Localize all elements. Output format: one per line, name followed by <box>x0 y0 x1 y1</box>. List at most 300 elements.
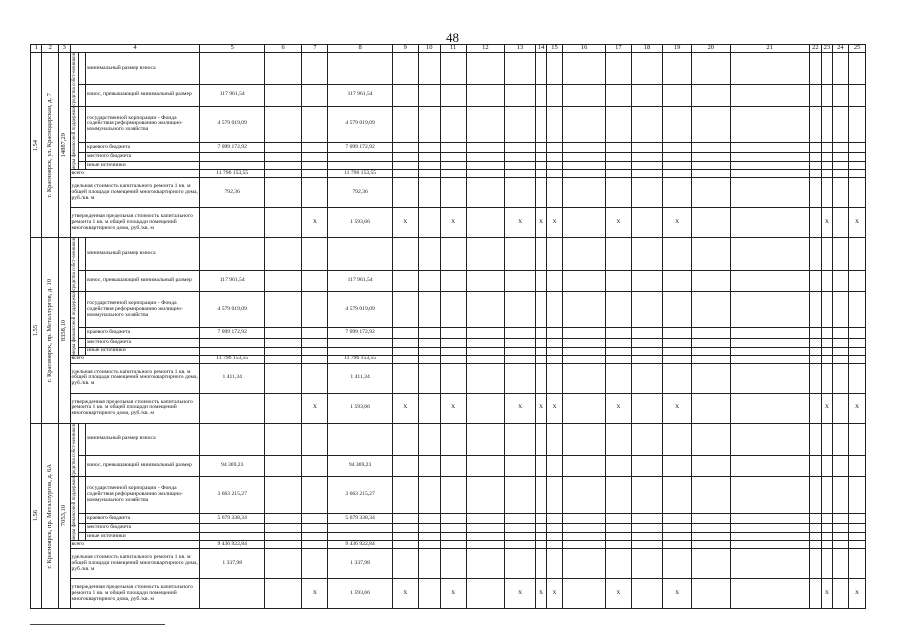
value-cell: 11 796 153,55 <box>200 170 264 178</box>
empty-cell <box>392 338 418 347</box>
row-label: удельная стоимость капитального ремонта 1 кв. м общей площади помещений многоквартирного дома, руб./кв. м <box>70 549 200 579</box>
marker-cell <box>78 162 85 170</box>
empty-cell <box>536 513 546 523</box>
empty-cell <box>440 455 466 476</box>
empty-cell <box>328 533 392 541</box>
section-number-text: 1.55 <box>31 324 39 337</box>
page-number: 48 <box>446 30 459 45</box>
value-cell: 4 579 019,09 <box>328 291 392 327</box>
empty-cell <box>809 291 821 327</box>
empty-cell <box>505 423 536 455</box>
empty-cell <box>631 53 662 85</box>
empty-cell <box>832 355 849 363</box>
empty-cell <box>730 347 809 355</box>
empty-cell <box>663 85 692 106</box>
owner-funds-group <box>70 423 78 477</box>
empty-cell <box>809 347 821 355</box>
empty-cell <box>563 455 606 476</box>
group-label: средства собст-венников <box>71 423 77 477</box>
x-mark-cell: Х <box>546 579 563 609</box>
empty-cell <box>466 85 504 106</box>
empty-cell <box>822 53 832 85</box>
empty-cell <box>730 338 809 347</box>
empty-cell <box>563 328 606 338</box>
empty-cell <box>849 423 866 455</box>
empty-cell <box>832 477 849 513</box>
table-row <box>31 477 866 513</box>
empty-cell <box>264 455 301 476</box>
column-number: 17 <box>605 45 631 53</box>
value-cell: 1 337,98 <box>200 549 264 579</box>
empty-cell <box>536 85 546 106</box>
x-mark-cell: Х <box>302 579 328 609</box>
x-mark-cell: Х <box>440 208 466 238</box>
empty-cell <box>832 270 849 291</box>
empty-cell <box>822 170 832 178</box>
empty-cell <box>663 270 692 291</box>
empty-cell <box>466 363 504 393</box>
empty-cell <box>730 143 809 153</box>
empty-cell <box>392 291 418 327</box>
row-label: всего <box>70 170 200 178</box>
empty-cell <box>264 170 301 178</box>
empty-cell <box>546 153 563 162</box>
empty-cell <box>466 106 504 142</box>
empty-cell <box>563 347 606 355</box>
empty-cell <box>392 541 418 549</box>
support-measures-group <box>70 477 78 541</box>
row-label: всего <box>70 355 200 363</box>
empty-cell <box>546 347 563 355</box>
value-cell: 117 961,54 <box>328 85 392 106</box>
empty-cell <box>631 85 662 106</box>
empty-cell <box>849 549 866 579</box>
empty-cell <box>536 291 546 327</box>
empty-cell <box>200 423 264 455</box>
empty-cell <box>692 106 730 142</box>
empty-cell <box>563 170 606 178</box>
x-mark-cell: Х <box>440 393 466 423</box>
value-cell: 3 663 215,27 <box>328 477 392 513</box>
empty-cell <box>822 355 832 363</box>
empty-cell <box>466 455 504 476</box>
empty-cell <box>631 270 662 291</box>
empty-cell <box>546 53 563 85</box>
value-cell: 11 796 153,55 <box>328 355 392 363</box>
empty-cell <box>200 208 264 238</box>
empty-cell <box>832 455 849 476</box>
empty-cell <box>822 423 832 455</box>
empty-cell <box>692 347 730 355</box>
empty-cell <box>563 363 606 393</box>
empty-cell <box>392 106 418 142</box>
empty-cell <box>809 549 821 579</box>
empty-cell <box>418 106 440 142</box>
x-mark-cell: Х <box>822 579 832 609</box>
empty-cell <box>418 524 440 533</box>
empty-cell <box>663 328 692 338</box>
empty-cell <box>466 178 504 208</box>
empty-cell <box>505 549 536 579</box>
empty-cell <box>505 170 536 178</box>
column-number: 1 <box>31 45 42 53</box>
empty-cell <box>466 541 504 549</box>
empty-cell <box>536 170 546 178</box>
table-row <box>31 549 866 579</box>
empty-cell <box>505 455 536 476</box>
value-cell: 117 961,54 <box>200 85 264 106</box>
empty-cell <box>418 455 440 476</box>
empty-cell <box>809 153 821 162</box>
empty-cell <box>264 477 301 513</box>
empty-cell <box>809 393 821 423</box>
empty-cell <box>264 208 301 238</box>
empty-cell <box>663 170 692 178</box>
empty-cell <box>832 423 849 455</box>
marker-cell <box>78 533 85 541</box>
column-number: 24 <box>832 45 849 53</box>
empty-cell <box>302 533 328 541</box>
empty-cell <box>440 338 466 347</box>
empty-cell <box>536 549 546 579</box>
empty-cell <box>505 178 536 208</box>
table-row <box>31 53 866 85</box>
section-number <box>31 53 42 238</box>
empty-cell <box>505 541 536 549</box>
row-label: иные источники <box>86 162 200 170</box>
empty-cell <box>505 238 536 270</box>
empty-cell <box>466 238 504 270</box>
column-number: 4 <box>70 45 200 53</box>
row-label: иные источники <box>86 533 200 541</box>
empty-cell <box>440 524 466 533</box>
empty-cell <box>418 363 440 393</box>
empty-cell <box>302 477 328 513</box>
column-number: 16 <box>563 45 606 53</box>
section-address <box>42 238 59 423</box>
empty-cell <box>505 355 536 363</box>
x-mark-cell: Х <box>392 579 418 609</box>
empty-cell <box>730 53 809 85</box>
empty-cell <box>536 355 546 363</box>
empty-cell <box>730 363 809 393</box>
empty-cell <box>466 338 504 347</box>
empty-cell <box>392 524 418 533</box>
table-row <box>31 85 866 106</box>
row-label: минимальный размер взноса <box>86 238 200 270</box>
empty-cell <box>832 170 849 178</box>
marker-cell <box>78 270 85 291</box>
empty-cell <box>418 533 440 541</box>
value-cell: 1 411,34 <box>200 363 264 393</box>
table-row <box>31 393 866 423</box>
row-label: взнос, превышающий минимальный размер <box>86 455 200 476</box>
empty-cell <box>302 513 328 523</box>
empty-cell <box>505 338 536 347</box>
empty-cell <box>392 53 418 85</box>
empty-cell <box>849 85 866 106</box>
empty-cell <box>605 238 631 270</box>
empty-cell <box>730 477 809 513</box>
empty-cell <box>264 524 301 533</box>
empty-cell <box>392 347 418 355</box>
empty-cell <box>563 477 606 513</box>
empty-cell <box>809 170 821 178</box>
column-number: 22 <box>809 45 821 53</box>
empty-cell <box>730 85 809 106</box>
empty-cell <box>264 347 301 355</box>
empty-cell <box>466 143 504 153</box>
empty-cell <box>302 106 328 142</box>
empty-cell <box>663 178 692 208</box>
empty-cell <box>663 513 692 523</box>
empty-cell <box>302 291 328 327</box>
value-cell: 9 436 922,84 <box>200 541 264 549</box>
empty-cell <box>849 328 866 338</box>
empty-cell <box>418 178 440 208</box>
empty-cell <box>328 162 392 170</box>
empty-cell <box>563 549 606 579</box>
empty-cell <box>418 85 440 106</box>
empty-cell <box>466 328 504 338</box>
empty-cell <box>692 170 730 178</box>
empty-cell <box>563 270 606 291</box>
row-label: иные источники <box>86 347 200 355</box>
table-row <box>31 170 866 178</box>
empty-cell <box>832 533 849 541</box>
section-address <box>42 423 59 608</box>
empty-cell <box>418 549 440 579</box>
section-number <box>31 238 42 423</box>
empty-cell <box>605 162 631 170</box>
x-mark-cell: Х <box>536 393 546 423</box>
support-measures-group <box>70 106 78 170</box>
empty-cell <box>832 541 849 549</box>
empty-cell <box>692 208 730 238</box>
value-cell: 7 099 172,92 <box>328 328 392 338</box>
empty-cell <box>546 106 563 142</box>
empty-cell <box>822 549 832 579</box>
empty-cell <box>546 423 563 455</box>
empty-cell <box>392 355 418 363</box>
empty-cell <box>546 162 563 170</box>
empty-cell <box>849 533 866 541</box>
section-area <box>59 423 70 608</box>
empty-cell <box>692 393 730 423</box>
empty-cell <box>832 238 849 270</box>
empty-cell <box>631 541 662 549</box>
empty-cell <box>809 541 821 549</box>
row-label: государственной корпорации - Фонда содействия реформированию жилищно-коммунального хозяйства <box>86 106 200 142</box>
empty-cell <box>466 579 504 609</box>
empty-cell <box>440 513 466 523</box>
empty-cell <box>536 338 546 347</box>
empty-cell <box>466 347 504 355</box>
empty-cell <box>466 208 504 238</box>
empty-cell <box>631 455 662 476</box>
empty-cell <box>730 355 809 363</box>
empty-cell <box>849 153 866 162</box>
empty-cell <box>663 106 692 142</box>
empty-cell <box>692 363 730 393</box>
empty-cell <box>663 549 692 579</box>
group-label: средства собст-венников <box>71 238 77 291</box>
marker-cell <box>78 524 85 533</box>
marker-cell <box>78 291 85 327</box>
empty-cell <box>302 162 328 170</box>
empty-cell <box>822 291 832 327</box>
row-label: всего <box>70 541 200 549</box>
empty-cell <box>418 208 440 238</box>
empty-cell <box>832 291 849 327</box>
value-cell: 7 099 172,92 <box>200 328 264 338</box>
column-number: 5 <box>200 45 264 53</box>
empty-cell <box>809 338 821 347</box>
empty-cell <box>809 533 821 541</box>
empty-cell <box>730 162 809 170</box>
empty-cell <box>663 541 692 549</box>
empty-cell <box>440 291 466 327</box>
x-mark-cell: Х <box>849 208 866 238</box>
x-mark-cell: Х <box>663 208 692 238</box>
empty-cell <box>563 513 606 523</box>
empty-cell <box>392 328 418 338</box>
empty-cell <box>822 85 832 106</box>
value-cell: 11 796 153,55 <box>328 170 392 178</box>
row-label: краевого бюджета <box>86 513 200 523</box>
column-number: 23 <box>823 44 831 52</box>
empty-cell <box>692 549 730 579</box>
empty-cell <box>605 347 631 355</box>
table-row <box>31 513 866 523</box>
table-row <box>31 533 866 541</box>
empty-cell <box>849 355 866 363</box>
row-label: местного бюджета <box>86 153 200 162</box>
empty-cell <box>692 53 730 85</box>
empty-cell <box>546 238 563 270</box>
x-mark-cell: Х <box>663 393 692 423</box>
empty-cell <box>832 393 849 423</box>
column-number: 18 <box>631 45 662 53</box>
empty-cell <box>440 477 466 513</box>
row-label: краевого бюджета <box>86 143 200 153</box>
value-cell: 117 961,54 <box>200 270 264 291</box>
empty-cell <box>563 208 606 238</box>
empty-cell <box>536 423 546 455</box>
empty-cell <box>730 328 809 338</box>
empty-cell <box>832 513 849 523</box>
empty-cell <box>546 477 563 513</box>
value-cell: 1 337,98 <box>328 549 392 579</box>
row-label: удельная стоимость капитального ремонта 1 кв. м общей площади помещений многоквартирного дома, руб./кв. м <box>70 178 200 208</box>
empty-cell <box>692 270 730 291</box>
column-number: 3 <box>59 45 70 53</box>
empty-cell <box>832 53 849 85</box>
empty-cell <box>832 85 849 106</box>
empty-cell <box>631 533 662 541</box>
value-cell: 4 579 019,09 <box>200 291 264 327</box>
empty-cell <box>605 153 631 162</box>
empty-cell <box>264 393 301 423</box>
empty-cell <box>200 238 264 270</box>
empty-cell <box>663 238 692 270</box>
value-cell: 1 593,66 <box>328 579 392 609</box>
empty-cell <box>663 477 692 513</box>
empty-cell <box>563 393 606 423</box>
empty-cell <box>302 85 328 106</box>
empty-cell <box>605 477 631 513</box>
empty-cell <box>730 208 809 238</box>
empty-cell <box>418 355 440 363</box>
column-number: 11 <box>440 45 466 53</box>
x-mark-cell: Х <box>302 393 328 423</box>
empty-cell <box>822 347 832 355</box>
empty-cell <box>264 85 301 106</box>
empty-cell <box>536 178 546 208</box>
table-row <box>31 178 866 208</box>
empty-cell <box>536 106 546 142</box>
table-row <box>31 338 866 347</box>
empty-cell <box>822 106 832 142</box>
empty-cell <box>832 208 849 238</box>
row-label: утвержденная предельная стоимость капитального ремонта 1 кв. м общей площади помещений многоквартирного дома, руб./кв. м <box>70 579 200 609</box>
marker-cell <box>78 106 85 142</box>
x-mark-cell: Х <box>546 208 563 238</box>
empty-cell <box>536 363 546 393</box>
empty-cell <box>392 455 418 476</box>
column-number: 7 <box>302 45 328 53</box>
empty-cell <box>631 347 662 355</box>
empty-cell <box>692 238 730 270</box>
table-row <box>31 455 866 476</box>
row-label: удельная стоимость капитального ремонта 1 кв. м общей площади помещений многоквартирного дома, руб./кв. м <box>70 363 200 393</box>
empty-cell <box>605 85 631 106</box>
empty-cell <box>605 106 631 142</box>
empty-cell <box>440 270 466 291</box>
empty-cell <box>563 143 606 153</box>
empty-cell <box>440 143 466 153</box>
empty-cell <box>605 143 631 153</box>
empty-cell <box>631 355 662 363</box>
marker-cell <box>78 477 85 513</box>
empty-cell <box>264 579 301 609</box>
empty-cell <box>264 162 301 170</box>
empty-cell <box>546 363 563 393</box>
empty-cell <box>663 533 692 541</box>
empty-cell <box>822 178 832 208</box>
empty-cell <box>605 541 631 549</box>
empty-cell <box>631 291 662 327</box>
empty-cell <box>849 53 866 85</box>
empty-cell <box>505 363 536 393</box>
empty-cell <box>832 338 849 347</box>
empty-cell <box>392 270 418 291</box>
empty-cell <box>849 347 866 355</box>
value-cell: 7 099 172,92 <box>328 143 392 153</box>
empty-cell <box>631 178 662 208</box>
empty-cell <box>809 143 821 153</box>
empty-cell <box>200 524 264 533</box>
empty-cell <box>730 393 809 423</box>
empty-cell <box>631 106 662 142</box>
empty-cell <box>392 178 418 208</box>
empty-cell <box>822 328 832 338</box>
x-mark-cell: Х <box>849 579 866 609</box>
empty-cell <box>546 85 563 106</box>
empty-cell <box>563 153 606 162</box>
column-number: 19 <box>663 45 692 53</box>
empty-cell <box>440 423 466 455</box>
